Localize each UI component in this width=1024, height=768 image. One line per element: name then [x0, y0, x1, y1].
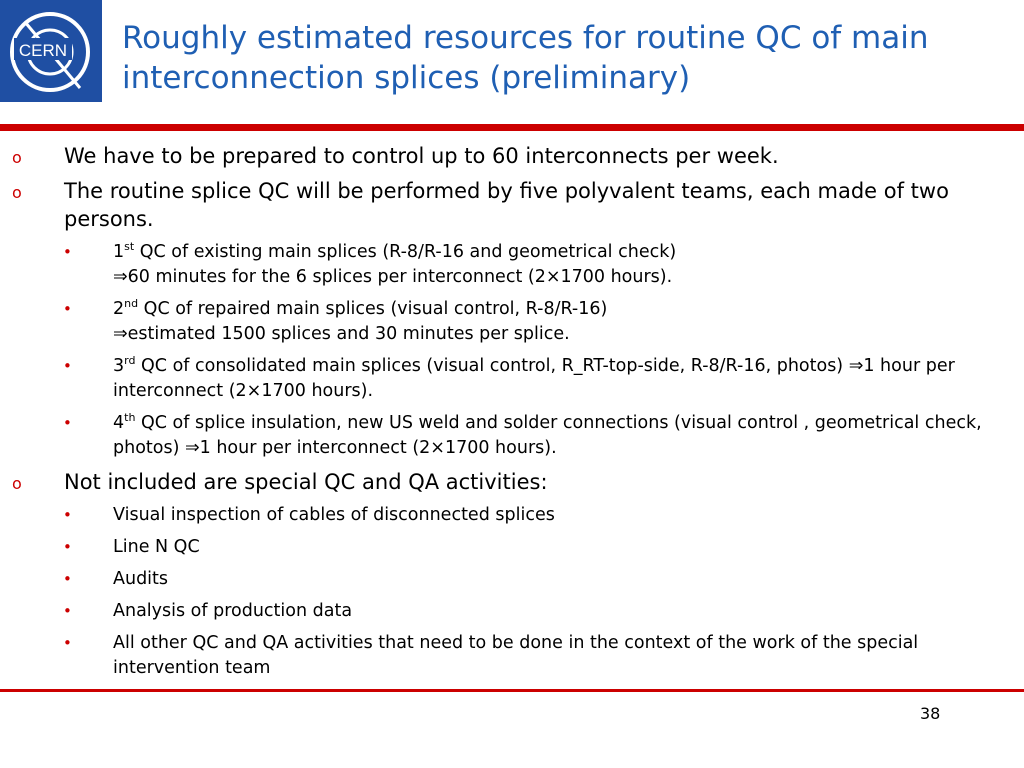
sub-bullet-marker: •: [63, 506, 72, 524]
sub-bullet-5: • Visual inspection of cables of disconnected splices: [0, 503, 1024, 528]
sub-bullet-1: • 1st QC of existing main splices (R-8/R-16 and geometrical check) ⇒60 minutes for the 6 splices per interconnect (2×1700 hours).: [63, 240, 677, 287]
bullet-marker: o: [12, 148, 22, 167]
sub-bullet-marker: •: [63, 538, 72, 556]
sub-bullet-marker: •: [63, 602, 72, 620]
sub-bullet-marker: •: [63, 357, 72, 375]
sub-bullet-marker: •: [63, 570, 72, 588]
sub-bullet-2: • 2nd QC of repaired main splices (visual control, R-8/R-16) ⇒estimated 1500 splices and 30 minutes per splice.: [63, 297, 608, 344]
sub-bullet-9: • All other QC and QA activities that need to be done in the context of the work of the special intervention team: [63, 633, 919, 678]
bullet-text: The routine splice QC will be performed by five polyvalent teams, each made of two persons.: [64, 179, 949, 231]
bullet-2: [0, 177, 1024, 233]
sub-bullet-6: • Line N QC: [0, 535, 1024, 560]
bullet-3: [0, 468, 1024, 496]
sub-bullet-7: • Audits: [0, 567, 1024, 592]
top-divider: [0, 124, 1024, 131]
logo-text: CERN: [18, 41, 68, 60]
bullet-text: Not included are special QC and QA activities:: [64, 470, 548, 494]
bullet-text: We have to be prepared to control up to 60 interconnects per week.: [64, 144, 779, 168]
sub-bullet-marker: •: [63, 414, 72, 432]
slide-body: [0, 142, 1024, 688]
bullet-1: [0, 142, 1024, 170]
cern-logo-icon: [0, 0, 102, 102]
sub-bullet-marker: •: [63, 634, 72, 652]
bottom-divider: [0, 689, 1024, 692]
cern-logo: [0, 0, 102, 102]
sub-bullet-marker: •: [63, 243, 72, 261]
sub-bullet-marker: •: [63, 300, 72, 318]
slide-title: Roughly estimated resources for routine QC of main interconnection splices (preliminary): [122, 20, 929, 96]
sub-bullet-4: • 4th QC of splice insulation, new US weld and solder connections (visual control , geometrical check, photos) ⇒1 hour per interconnect (2×1700 hours).: [63, 411, 982, 458]
sub-bullet-8: • Analysis of production data: [0, 599, 1024, 624]
page-number: 38: [920, 704, 941, 723]
sub-bullet-3: • 3rd QC of consolidated main splices (visual control, R_RT-top-side, R-8/R-16, photos) ⇒1 hour per interconnect (2×1700 hours).: [63, 354, 955, 401]
bullet-marker: o: [12, 474, 22, 493]
bullet-marker: o: [12, 183, 22, 202]
